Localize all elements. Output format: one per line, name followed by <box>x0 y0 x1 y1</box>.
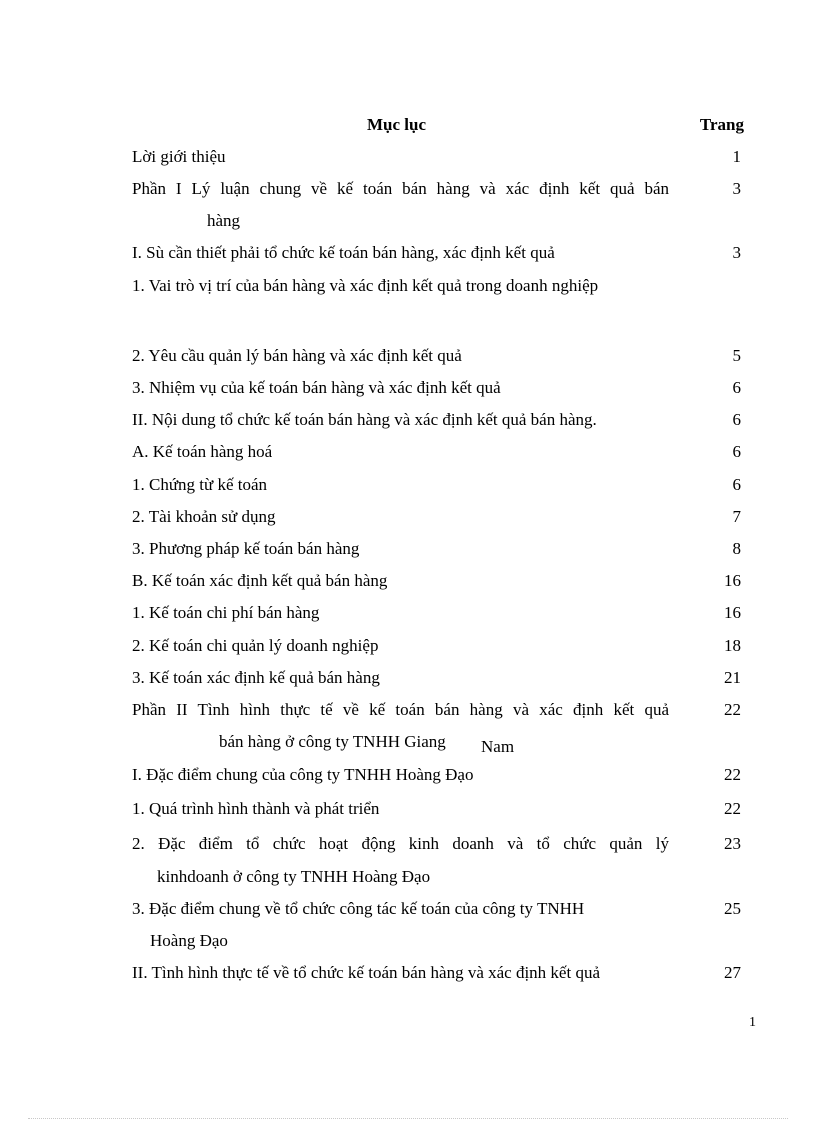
toc-entry-page: 27 <box>724 963 741 982</box>
toc-title: Mục lục <box>367 115 427 134</box>
toc-entry-text: Phần I Lý luận chung về kế toán bán hàng và xác định kết quả bán <box>132 179 669 198</box>
toc-entry-page: 18 <box>724 636 741 655</box>
toc-entry-text: 2. Yêu cầu quản lý bán hàng và xác định kết quả <box>132 346 462 365</box>
toc-entry-page: 22 <box>724 799 741 818</box>
toc-entry-page: 22 <box>724 765 741 784</box>
toc-entry-text: 1. Vai trò vị trí của bán hàng và xác định kết quả trong doanh nghiệp <box>132 276 599 295</box>
page-bottom-divider <box>28 1118 788 1119</box>
toc-entry-page: 16 <box>724 571 741 590</box>
toc-entry-text: II. Nội dung tổ chức kế toán bán hàng và xác định kết quả bán hàng. <box>132 410 597 429</box>
toc-entry-continuation: Hoàng Đạo <box>150 931 228 950</box>
toc-entry-continuation: kinhdoanh ở công ty TNHH Hoàng Đạo <box>157 867 431 886</box>
toc-entry-page: 6 <box>732 475 741 494</box>
toc-entry-page: 16 <box>724 603 741 622</box>
toc-page-column-header: Trang <box>699 115 744 134</box>
toc-entry-text: I. Sù cần thiết phải tổ chức kế toán bán hàng, xác định kết quả <box>132 243 555 262</box>
toc-entry-page: 3 <box>732 179 741 198</box>
toc-entry-continuation: hàng <box>207 211 241 230</box>
toc-entry-text: 1. Quá trình hình thành và phát triển <box>132 799 380 818</box>
toc-entry-page: 7 <box>732 507 741 526</box>
toc-entry-text: 1. Chứng từ kế toán <box>132 475 268 494</box>
toc-entry-text: 3. Đặc điểm chung về tổ chức công tác kế toán của công ty TNHH <box>132 899 585 918</box>
toc-entry-text: Phần II Tình hình thực tế về kế toán bán hàng và xác định kết quả <box>132 700 669 719</box>
toc-entry-page: 3 <box>732 243 741 262</box>
toc-entry-text: 3. Kế toán xác định kế quả bán hàng <box>132 668 380 687</box>
toc-entry-continuation: bán hàng ở công ty TNHH Giang <box>219 732 446 751</box>
toc-entry-page: 22 <box>724 700 741 719</box>
toc-entry-text: 2. Đặc điểm tổ chức hoạt động kinh doanh và tổ chức quản lý <box>132 834 669 853</box>
toc-entry-page: 21 <box>724 668 741 687</box>
page-number: 1 <box>749 1015 756 1030</box>
toc-entry-page: 1 <box>732 147 741 166</box>
toc-entry-text: II. Tình hình thực tế về tổ chức kế toán bán hàng và xác định kết quả <box>132 963 600 982</box>
toc-entry-text: B. Kế toán xác định kết quả bán hàng <box>132 571 388 590</box>
toc-entry-page: 25 <box>724 899 741 918</box>
toc-entry-text: 3. Nhiệm vụ của kế toán bán hàng và xác định kết quả <box>132 378 501 397</box>
toc-entry-continuation-extra: Nam <box>481 737 515 756</box>
toc-entry-text: I. Đặc điểm chung của công ty TNHH Hoàng Đạo <box>132 765 474 784</box>
toc-entry-text: 3. Phương pháp kế toán bán hàng <box>132 539 360 558</box>
toc-entry-page: 5 <box>732 346 741 365</box>
toc-entry-text: 1. Kế toán chi phí bán hàng <box>132 603 320 622</box>
toc-entry-text: 2. Tài khoản sử dụng <box>132 507 276 526</box>
toc-entry-page: 6 <box>732 378 741 397</box>
toc-entry-page: 23 <box>724 834 741 853</box>
toc-entry-text: A. Kế toán hàng hoá <box>132 442 273 461</box>
toc-entry-page: 6 <box>732 442 741 461</box>
toc-entry-text: 2. Kế toán chi quản lý doanh nghiệp <box>132 636 379 655</box>
toc-entry-page: 8 <box>732 539 741 558</box>
toc-entry-page: 6 <box>732 410 741 429</box>
toc-entry-text: Lời giới thiệu <box>132 147 226 166</box>
